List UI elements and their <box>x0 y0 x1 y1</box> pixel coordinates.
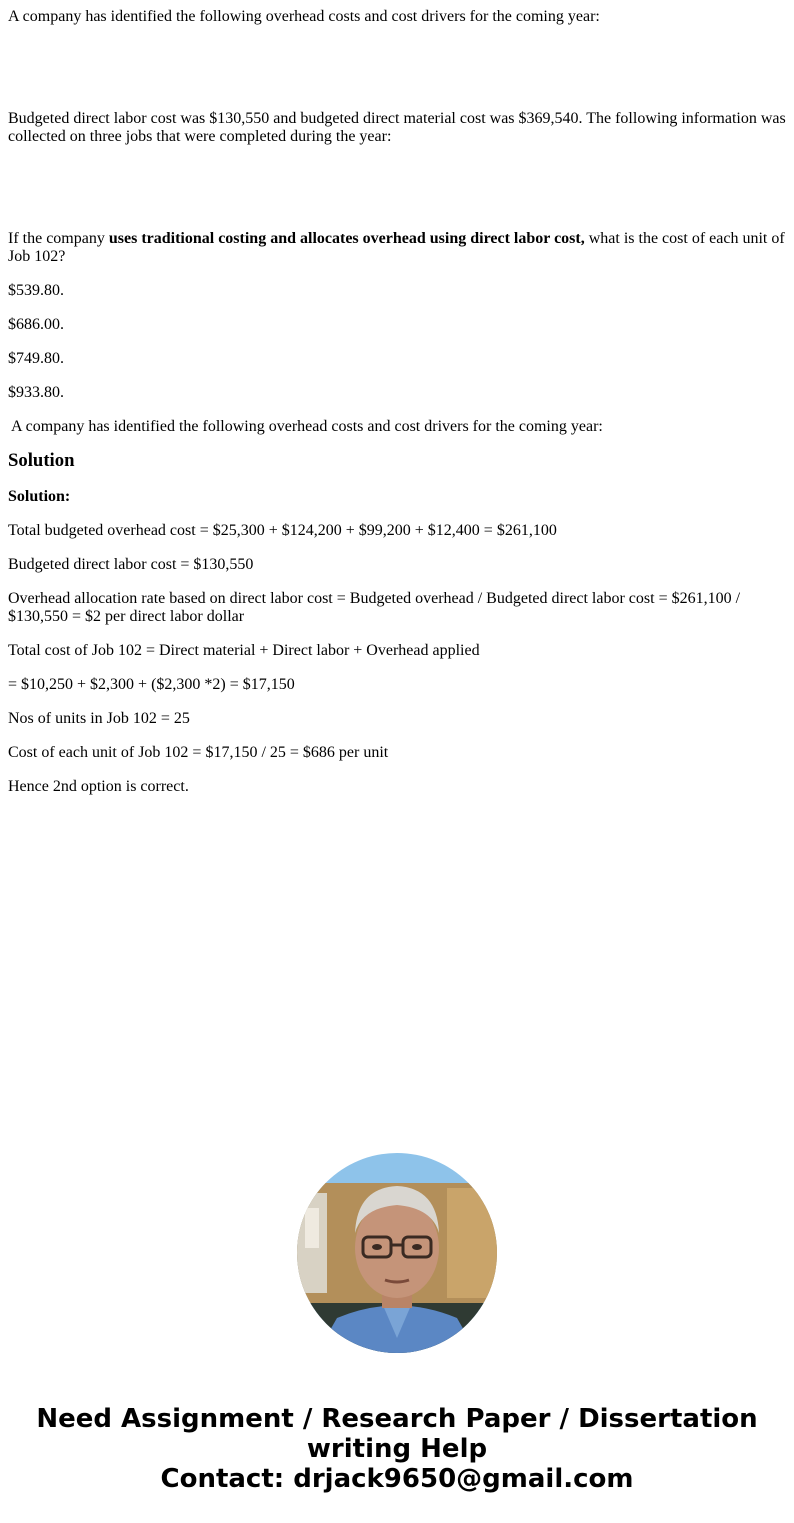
solution-line-allocation-rate: Overhead allocation rate based on direct labor cost = Budgeted overhead / Budgeted direct labor cost = $261,100 / $130,550 = $2 per direct labor dollar <box>8 590 741 625</box>
solution-line-total-cost-formula: Total cost of Job 102 = Direct material + Direct labor + Overhead applied <box>8 642 480 659</box>
question-prompt-prefix: If the company <box>8 230 109 247</box>
solution-line-conclusion: Hence 2nd option is correct. <box>8 778 189 795</box>
repeat-intro: A company has identified the following overhead costs and cost drivers for the coming year: <box>11 418 603 435</box>
solution-line-total-overhead: Total budgeted overhead cost = $25,300 + $124,200 + $99,200 + $12,400 = $261,100 <box>8 522 557 539</box>
author-portrait-image <box>297 1153 497 1353</box>
promo-contact: Contact: drjack9650@gmail.com <box>160 1464 634 1494</box>
option-3: $749.80. <box>8 350 64 367</box>
option-4: $933.80. <box>8 384 64 401</box>
document-body <box>8 8 788 812</box>
promo-line-2: writing Help <box>306 1434 488 1464</box>
promo-line-1: Need Assignment / Research Paper / Dissertation <box>36 1404 758 1434</box>
solution-label: Solution: <box>8 488 71 505</box>
budget-info: Budgeted direct labor cost was $130,550 and budgeted direct material cost was $369,540. The following information was collected on three jobs that were completed during the year: <box>8 110 786 145</box>
solution-heading: Solution <box>8 450 75 471</box>
question-prompt <box>8 230 788 266</box>
promo-banner <box>0 1404 794 1494</box>
option-2: $686.00. <box>8 316 64 333</box>
solution-line-direct-labor: Budgeted direct labor cost = $130,550 <box>8 556 254 573</box>
author-avatar <box>297 1153 497 1353</box>
question-intro: A company has identified the following overhead costs and cost drivers for the coming year: <box>8 8 600 25</box>
question-prompt-bold: uses traditional costing and allocates overhead using direct labor cost, <box>108 230 585 247</box>
question-prompt-suffix: what is the cost of each unit of Job 102? <box>8 230 785 265</box>
option-1: $539.80. <box>8 282 64 299</box>
solution-line-units: Nos of units in Job 102 = 25 <box>8 710 190 727</box>
solution-line-unit-cost: Cost of each unit of Job 102 = $17,150 / 25 = $686 per unit <box>8 744 389 761</box>
solution-line-total-cost-value: = $10,250 + $2,300 + ($2,300 *2) = $17,150 <box>8 676 295 693</box>
